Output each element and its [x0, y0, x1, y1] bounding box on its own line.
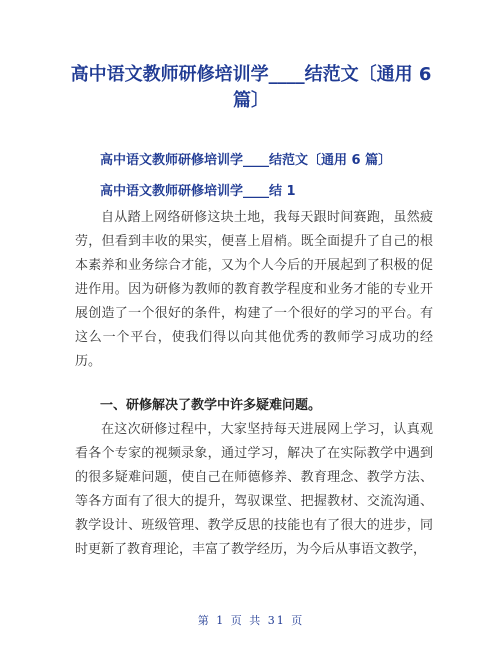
- document-subtitle: 高中语文教师研修培训学____结范文〔通用 6 篇〕: [100, 153, 392, 168]
- page-footer: 第 1 页 共 31 页: [197, 614, 305, 627]
- heading-1: 一、研修解决了教学中许多疑难问题。: [100, 398, 322, 413]
- document-title: 高中语文教师研修培训学____结范文〔通用 6 篇〕: [70, 64, 432, 111]
- section-title: 高中语文教师研修培训学____结 1: [100, 184, 296, 199]
- paragraph-2: 在这次研修过程中，大家坚持每天进展网上学习，认真观看各个专家的视频录象，通过学习，解决了在实际教学中遇到的很多疑难问题，使自己在师德修养、教育理念、教学方法、等各方面有了很大的提升，驾驭课堂、把握教材、交流沟通、教学设计、班级管理、教学反思的技能也有了很大的进步，同时更新了教育理论，丰富了教学经历，为今后从事语文教学，: [75, 422, 433, 557]
- intro-paragraph: 自从踏上网络研修这块土地，我每天跟时间赛跑，虽然疲劳，但看到丰收的果实，便喜上眉梢。既全面提升了自己的根本素养和业务综合才能，又为个人今后的开展起到了积极的促进作用。因为研修为教师的教育教学程度和业务才能的专业开展创造了一个很好的条件，构建了一个很好的学习的平台。有这么一个平台，使我们得以向其他优秀的教师学习成功的经历。: [75, 210, 433, 369]
